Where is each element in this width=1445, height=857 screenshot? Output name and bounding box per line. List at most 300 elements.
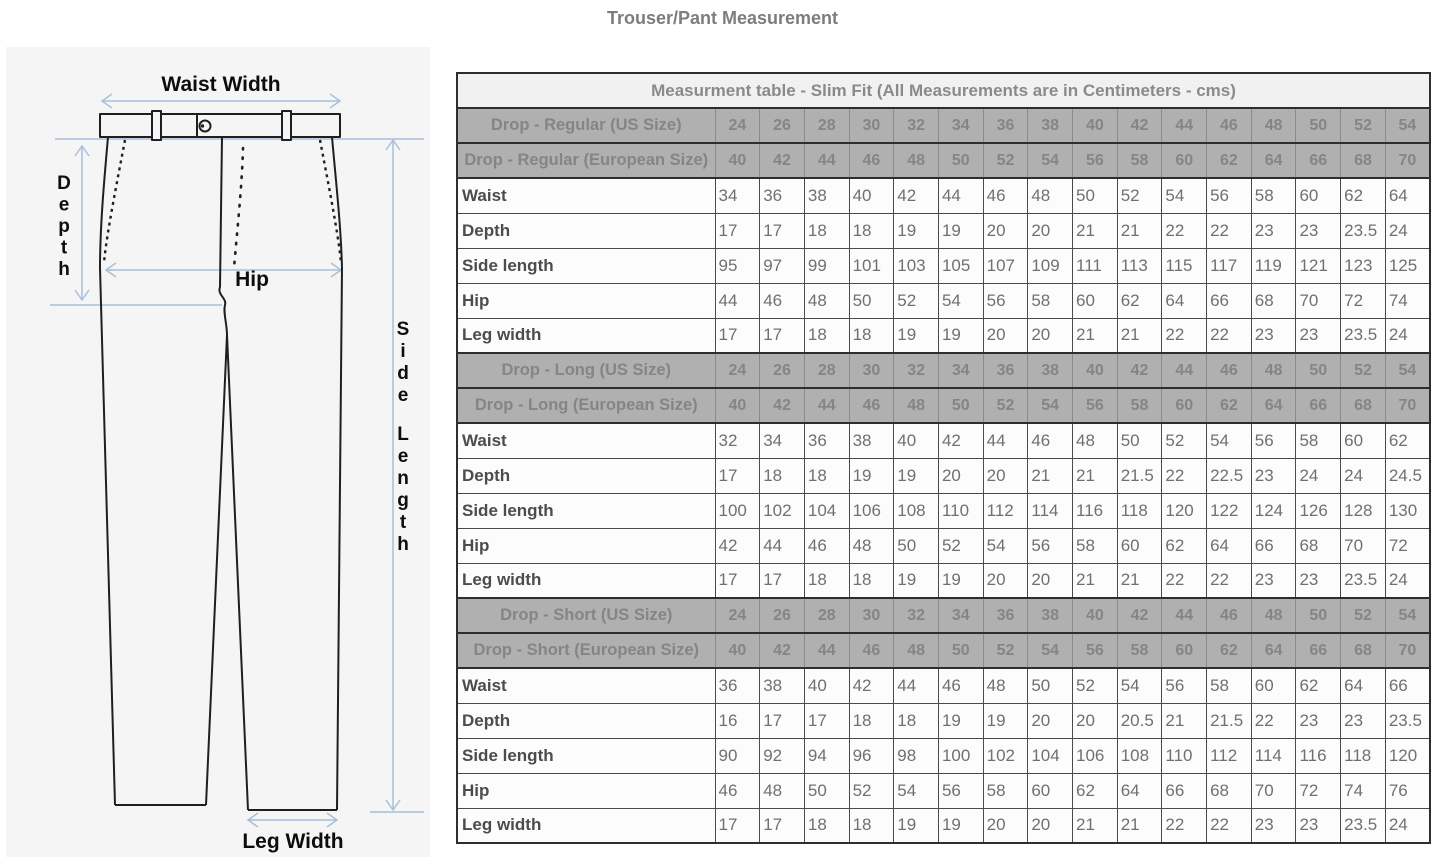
measurement-value: 50 — [1028, 668, 1073, 703]
measurement-value: 102 — [983, 738, 1028, 773]
measurement-value: 22 — [1162, 458, 1207, 493]
measurement-value: 60 — [1073, 283, 1118, 318]
measurement-value: 56 — [1162, 668, 1207, 703]
measurement-value: 40 — [804, 668, 849, 703]
crease-dotted-line — [234, 148, 243, 268]
measurement-label: Leg width — [457, 808, 715, 843]
size-header-cell: 34 — [938, 598, 983, 633]
size-header-cell: 38 — [1028, 353, 1073, 388]
size-header-label: Drop - Long (US Size) — [457, 353, 715, 388]
measurement-value: 118 — [1117, 493, 1162, 528]
measurement-value: 22 — [1162, 808, 1207, 843]
measurement-value: 66 — [1251, 528, 1296, 563]
trouser-diagram — [6, 47, 430, 857]
depth-arrow — [75, 146, 89, 300]
measurement-value: 58 — [1028, 283, 1073, 318]
measurement-value: 23 — [1341, 703, 1386, 738]
measurement-value: 22 — [1162, 563, 1207, 598]
measurement-label: Hip — [457, 528, 715, 563]
size-header-cell: 50 — [938, 633, 983, 668]
measurement-value: 42 — [715, 528, 760, 563]
measurement-value: 20 — [1028, 703, 1073, 738]
measurement-row — [457, 213, 1430, 248]
measurement-value: 54 — [983, 528, 1028, 563]
size-header-cell: 32 — [894, 108, 939, 143]
measurement-value: 52 — [938, 528, 983, 563]
measurement-value: 21 — [1073, 213, 1118, 248]
size-header-cell: 42 — [760, 388, 805, 423]
size-header-cell: 48 — [894, 633, 939, 668]
measurement-row — [457, 248, 1430, 283]
measurement-value: 62 — [1162, 528, 1207, 563]
measurement-value: 44 — [894, 668, 939, 703]
size-header-label: Drop - Short (European Size) — [457, 633, 715, 668]
measurement-value: 18 — [804, 213, 849, 248]
measurement-value: 22 — [1207, 213, 1252, 248]
measurement-value: 95 — [715, 248, 760, 283]
size-header-cell: 30 — [849, 353, 894, 388]
measurement-value: 118 — [1341, 738, 1386, 773]
measurement-value: 20 — [1028, 563, 1073, 598]
measurement-value: 106 — [1073, 738, 1118, 773]
size-header-cell: 24 — [715, 598, 760, 633]
size-header-cell: 70 — [1385, 633, 1430, 668]
size-header-cell: 40 — [715, 633, 760, 668]
measurement-value: 100 — [938, 738, 983, 773]
measurement-value: 19 — [894, 458, 939, 493]
measurement-value: 16 — [715, 703, 760, 738]
size-header-row — [457, 143, 1430, 178]
measurement-label: Side length — [457, 248, 715, 283]
measurement-value: 20 — [1028, 318, 1073, 353]
size-header-cell: 40 — [1073, 108, 1118, 143]
size-header-cell: 44 — [1162, 108, 1207, 143]
measurement-value: 115 — [1162, 248, 1207, 283]
size-header-row — [457, 388, 1430, 423]
measurement-value: 40 — [894, 423, 939, 458]
measurement-value: 20 — [983, 213, 1028, 248]
measurement-value: 24.5 — [1385, 458, 1430, 493]
measurement-value: 54 — [1117, 668, 1162, 703]
measurement-value: 23.5 — [1341, 213, 1386, 248]
size-header-cell: 66 — [1296, 388, 1341, 423]
measurement-value: 70 — [1296, 283, 1341, 318]
waist-width-arrow — [102, 94, 340, 108]
size-header-cell: 44 — [1162, 598, 1207, 633]
measurement-value: 52 — [1162, 423, 1207, 458]
measurement-value: 23 — [1296, 318, 1341, 353]
left-inseam — [206, 335, 227, 805]
size-header-cell: 54 — [1385, 598, 1430, 633]
size-header-cell: 58 — [1117, 143, 1162, 178]
measurement-value: 48 — [983, 668, 1028, 703]
measurement-value: 60 — [1296, 178, 1341, 213]
measurement-value: 60 — [1251, 668, 1296, 703]
measurement-value: 128 — [1341, 493, 1386, 528]
measurement-value: 21 — [1117, 318, 1162, 353]
measurement-value: 23.5 — [1341, 563, 1386, 598]
measurement-value: 54 — [894, 773, 939, 808]
measurement-value: 50 — [849, 283, 894, 318]
measurement-value: 66 — [1385, 668, 1430, 703]
measurement-value: 20 — [983, 318, 1028, 353]
measurement-value: 23 — [1296, 703, 1341, 738]
measurement-value: 20 — [1073, 703, 1118, 738]
right-inseam — [227, 335, 248, 810]
size-header-cell: 68 — [1341, 633, 1386, 668]
measurement-value: 105 — [938, 248, 983, 283]
measurement-value: 60 — [1028, 773, 1073, 808]
measurement-value: 23 — [1251, 563, 1296, 598]
size-header-row — [457, 353, 1430, 388]
measurement-value: 46 — [715, 773, 760, 808]
measurement-value: 17 — [760, 808, 805, 843]
measurement-value: 36 — [804, 423, 849, 458]
measurement-value: 44 — [715, 283, 760, 318]
measurement-value: 68 — [1251, 283, 1296, 318]
measurement-value: 110 — [1162, 738, 1207, 773]
size-header-cell: 40 — [1073, 598, 1118, 633]
measurement-value: 58 — [983, 773, 1028, 808]
measurement-value: 112 — [983, 493, 1028, 528]
size-header-cell: 68 — [1341, 143, 1386, 178]
measurement-value: 114 — [1028, 493, 1073, 528]
size-header-cell: 42 — [1117, 598, 1162, 633]
measurement-value: 46 — [1028, 423, 1073, 458]
measurement-value: 18 — [760, 458, 805, 493]
measurement-value: 64 — [1385, 178, 1430, 213]
measurement-value: 112 — [1207, 738, 1252, 773]
belt-loop-left — [152, 111, 161, 140]
measurement-value: 22 — [1207, 318, 1252, 353]
measurement-value: 125 — [1385, 248, 1430, 283]
measurement-value: 106 — [849, 493, 894, 528]
measurement-value: 101 — [849, 248, 894, 283]
measurement-value: 23 — [1296, 563, 1341, 598]
measurement-value: 18 — [804, 318, 849, 353]
measurement-value: 36 — [715, 668, 760, 703]
measurement-value: 64 — [1207, 528, 1252, 563]
measurement-label: Depth — [457, 458, 715, 493]
measurement-value: 38 — [760, 668, 805, 703]
size-header-cell: 48 — [1251, 108, 1296, 143]
measurement-value: 24 — [1385, 318, 1430, 353]
measurement-value: 58 — [1296, 423, 1341, 458]
size-header-cell: 40 — [1073, 353, 1118, 388]
size-header-cell: 54 — [1028, 633, 1073, 668]
measurement-value: 24 — [1385, 808, 1430, 843]
measurement-value: 58 — [1207, 668, 1252, 703]
measurement-value: 42 — [894, 178, 939, 213]
measurement-value: 24 — [1385, 213, 1430, 248]
measurement-value: 46 — [804, 528, 849, 563]
measurement-label: Depth — [457, 213, 715, 248]
size-header-label: Drop - Long (European Size) — [457, 388, 715, 423]
size-header-cell: 62 — [1207, 388, 1252, 423]
measurement-value: 22.5 — [1207, 458, 1252, 493]
measurement-row — [457, 493, 1430, 528]
size-header-label: Drop - Regular (US Size) — [457, 108, 715, 143]
table-title: Measurment table - Slim Fit (All Measurements are in Centimeters - cms) — [457, 73, 1430, 108]
size-header-cell: 32 — [894, 598, 939, 633]
measurement-label: Hip — [457, 283, 715, 318]
table-title-row — [457, 73, 1430, 108]
measurement-value: 76 — [1385, 773, 1430, 808]
measurement-row — [457, 318, 1430, 353]
measurement-label: Waist — [457, 668, 715, 703]
waist-width-label: Waist Width — [161, 73, 281, 96]
measurement-label: Side length — [457, 493, 715, 528]
size-header-cell: 40 — [715, 388, 760, 423]
measurement-value: 104 — [1028, 738, 1073, 773]
size-header-cell: 50 — [1296, 353, 1341, 388]
measurement-value: 62 — [1073, 773, 1118, 808]
measurement-value: 48 — [760, 773, 805, 808]
size-header-cell: 52 — [1341, 598, 1386, 633]
measurement-value: 21.5 — [1207, 703, 1252, 738]
measurement-value: 22 — [1162, 213, 1207, 248]
measurement-value: 23.5 — [1385, 703, 1430, 738]
size-header-cell: 46 — [1207, 353, 1252, 388]
measurement-row — [457, 528, 1430, 563]
measurement-value: 130 — [1385, 493, 1430, 528]
measurement-value: 66 — [1207, 283, 1252, 318]
measurement-value: 114 — [1251, 738, 1296, 773]
measurement-value: 60 — [1117, 528, 1162, 563]
measurement-value: 23 — [1251, 808, 1296, 843]
size-header-cell: 54 — [1028, 388, 1073, 423]
measurement-label: Depth — [457, 703, 715, 738]
measurement-value: 99 — [804, 248, 849, 283]
measurement-row — [457, 178, 1430, 213]
measurement-value: 19 — [894, 318, 939, 353]
measurement-row — [457, 808, 1430, 843]
measurement-value: 90 — [715, 738, 760, 773]
measurement-value: 20 — [1028, 808, 1073, 843]
measurement-value: 19 — [983, 703, 1028, 738]
measurement-value: 24 — [1296, 458, 1341, 493]
measurement-value: 120 — [1385, 738, 1430, 773]
measurement-row — [457, 283, 1430, 318]
measurement-value: 42 — [938, 423, 983, 458]
measurement-row — [457, 703, 1430, 738]
measurement-value: 98 — [894, 738, 939, 773]
size-header-cell: 68 — [1341, 388, 1386, 423]
measurement-value: 109 — [1028, 248, 1073, 283]
measurement-value: 56 — [1207, 178, 1252, 213]
measurement-label: Waist — [457, 178, 715, 213]
size-header-row — [457, 633, 1430, 668]
measurement-value: 62 — [1385, 423, 1430, 458]
measurement-value: 34 — [715, 178, 760, 213]
measurement-value: 21 — [1073, 458, 1118, 493]
size-header-cell: 42 — [1117, 108, 1162, 143]
size-header-cell: 36 — [983, 353, 1028, 388]
measurement-value: 21 — [1117, 213, 1162, 248]
measurement-value: 58 — [1073, 528, 1118, 563]
size-header-cell: 58 — [1117, 388, 1162, 423]
measurement-value: 70 — [1251, 773, 1296, 808]
waist-button-hole — [201, 124, 204, 127]
measurement-value: 68 — [1207, 773, 1252, 808]
measurement-value: 17 — [715, 213, 760, 248]
size-header-cell: 50 — [1296, 108, 1341, 143]
size-header-label: Drop - Regular (European Size) — [457, 143, 715, 178]
measurement-value: 52 — [894, 283, 939, 318]
measurement-value: 19 — [938, 563, 983, 598]
measurement-value: 107 — [983, 248, 1028, 283]
size-header-cell: 52 — [983, 633, 1028, 668]
measurement-value: 19 — [894, 213, 939, 248]
measurement-value: 17 — [715, 808, 760, 843]
measurement-label: Side length — [457, 738, 715, 773]
size-header-cell: 30 — [849, 598, 894, 633]
measurement-value: 123 — [1341, 248, 1386, 283]
measurement-value: 108 — [1117, 738, 1162, 773]
size-header-cell: 60 — [1162, 388, 1207, 423]
measurement-label: Hip — [457, 773, 715, 808]
size-header-cell: 48 — [1251, 353, 1296, 388]
measurement-value: 19 — [938, 213, 983, 248]
measurement-value: 40 — [849, 178, 894, 213]
size-header-cell: 56 — [1073, 633, 1118, 668]
size-header-cell: 36 — [983, 598, 1028, 633]
measurement-value: 19 — [938, 318, 983, 353]
measurement-value: 18 — [804, 563, 849, 598]
measurement-value: 70 — [1341, 528, 1386, 563]
measurement-value: 52 — [1073, 668, 1118, 703]
measurement-value: 108 — [894, 493, 939, 528]
measurement-value: 124 — [1251, 493, 1296, 528]
measurement-value: 21 — [1117, 563, 1162, 598]
side-length-label: S i d e L e n g t h — [396, 319, 410, 555]
measurement-value: 74 — [1341, 773, 1386, 808]
measurement-value: 23 — [1296, 808, 1341, 843]
measurement-value: 18 — [849, 703, 894, 738]
size-header-cell: 62 — [1207, 143, 1252, 178]
waistband — [100, 114, 340, 137]
measurement-value: 54 — [1207, 423, 1252, 458]
measurement-value: 22 — [1207, 563, 1252, 598]
measurement-value: 21 — [1117, 808, 1162, 843]
measurement-row — [457, 423, 1430, 458]
size-header-cell: 46 — [849, 633, 894, 668]
measurement-value: 24 — [1341, 458, 1386, 493]
size-header-cell: 70 — [1385, 143, 1430, 178]
measurement-value: 44 — [938, 178, 983, 213]
measurement-value: 18 — [849, 213, 894, 248]
measurement-value: 18 — [849, 318, 894, 353]
size-header-label: Drop - Short (US Size) — [457, 598, 715, 633]
measurement-value: 72 — [1341, 283, 1386, 318]
measurement-value: 72 — [1296, 773, 1341, 808]
page-title: Trouser/Pant Measurement — [606, 8, 839, 28]
measurement-value: 116 — [1073, 493, 1118, 528]
size-header-cell: 38 — [1028, 598, 1073, 633]
size-header-cell: 48 — [1251, 598, 1296, 633]
measurement-value: 60 — [1341, 423, 1386, 458]
measurement-value: 113 — [1117, 248, 1162, 283]
measurement-value: 21 — [1073, 563, 1118, 598]
size-header-cell: 40 — [715, 143, 760, 178]
measurement-value: 46 — [983, 178, 1028, 213]
measurement-value: 119 — [1251, 248, 1296, 283]
measurement-row — [457, 563, 1430, 598]
size-header-cell: 28 — [804, 108, 849, 143]
size-header-cell: 48 — [894, 143, 939, 178]
measurement-value: 104 — [804, 493, 849, 528]
size-header-cell: 28 — [804, 598, 849, 633]
measurement-value: 56 — [938, 773, 983, 808]
measurement-value: 19 — [894, 563, 939, 598]
measurement-value: 110 — [938, 493, 983, 528]
measurement-value: 19 — [938, 808, 983, 843]
measurement-value: 20 — [983, 458, 1028, 493]
measurement-row — [457, 738, 1430, 773]
measurement-value: 20 — [1028, 213, 1073, 248]
size-header-cell: 52 — [983, 143, 1028, 178]
size-header-cell: 26 — [760, 108, 805, 143]
measurement-value: 120 — [1162, 493, 1207, 528]
measurement-value: 92 — [760, 738, 805, 773]
measurement-value: 68 — [1296, 528, 1341, 563]
size-header-cell: 28 — [804, 353, 849, 388]
size-header-cell: 44 — [804, 633, 849, 668]
size-header-cell: 24 — [715, 353, 760, 388]
measurement-value: 21 — [1073, 808, 1118, 843]
size-header-cell: 64 — [1251, 633, 1296, 668]
depth-label: D e p t h — [57, 173, 71, 280]
measurement-value: 50 — [804, 773, 849, 808]
measurement-value: 23 — [1251, 458, 1296, 493]
size-header-cell: 50 — [938, 143, 983, 178]
size-header-cell: 34 — [938, 108, 983, 143]
measurement-row — [457, 458, 1430, 493]
measurement-value: 21 — [1162, 703, 1207, 738]
measurement-value: 38 — [804, 178, 849, 213]
size-header-cell: 32 — [894, 353, 939, 388]
measurement-value: 23 — [1296, 213, 1341, 248]
measurement-value: 20 — [983, 808, 1028, 843]
measurement-value: 116 — [1296, 738, 1341, 773]
measurement-value: 38 — [849, 423, 894, 458]
measurement-value: 34 — [760, 423, 805, 458]
measurement-value: 46 — [760, 283, 805, 318]
measurement-value: 22 — [1162, 318, 1207, 353]
measurement-value: 19 — [894, 808, 939, 843]
measurement-value: 32 — [715, 423, 760, 458]
size-header-cell: 64 — [1251, 388, 1296, 423]
measurement-value: 94 — [804, 738, 849, 773]
size-header-cell: 54 — [1028, 143, 1073, 178]
size-header-cell: 56 — [1073, 388, 1118, 423]
hip-label: Hip — [235, 268, 269, 291]
measurement-value: 20.5 — [1117, 703, 1162, 738]
measurement-value: 103 — [894, 248, 939, 283]
measurement-value: 52 — [1117, 178, 1162, 213]
measurement-value: 18 — [849, 808, 894, 843]
measurement-value: 48 — [1028, 178, 1073, 213]
measurement-value: 36 — [760, 178, 805, 213]
measurement-value: 17 — [760, 318, 805, 353]
size-header-cell: 44 — [804, 143, 849, 178]
size-header-cell: 50 — [1296, 598, 1341, 633]
measurement-value: 100 — [715, 493, 760, 528]
measurement-value: 54 — [1162, 178, 1207, 213]
measurement-value: 17 — [715, 458, 760, 493]
size-header-row — [457, 108, 1430, 143]
measurement-value: 19 — [849, 458, 894, 493]
